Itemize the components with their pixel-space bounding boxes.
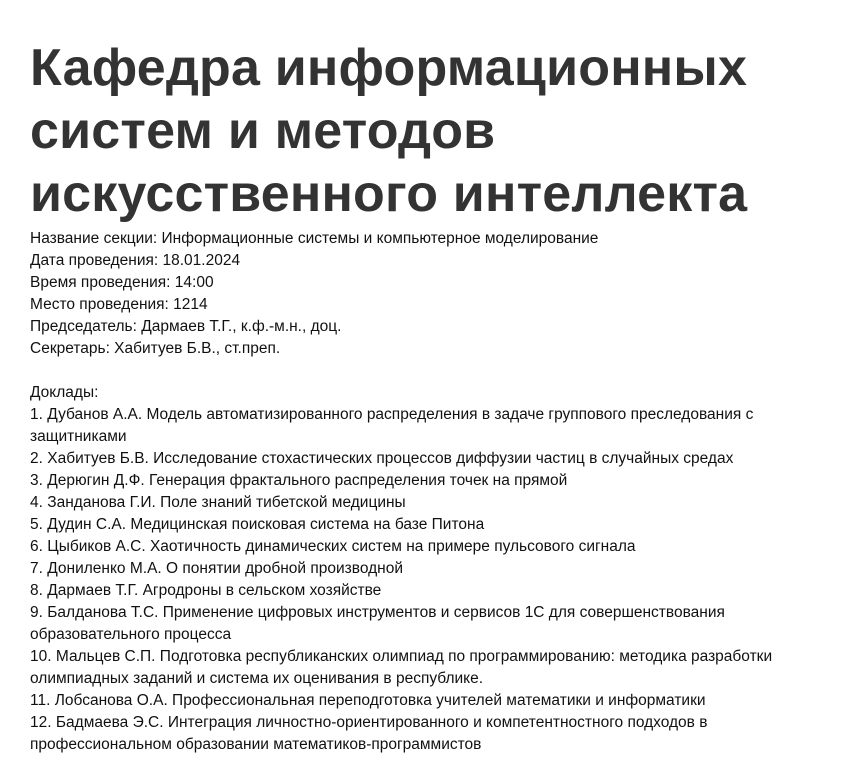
section-name: Название секции: Информационные системы и компьютерное моделирование	[30, 230, 599, 247]
secretary: Секретарь: Хабитуев Б.В., ст.преп.	[30, 340, 281, 357]
spacer	[30, 360, 838, 382]
report-item: 6. Цыбиков А.С. Хаотичность динамических систем на примере пульсового сигнала	[30, 538, 636, 555]
report-item: 5. Дудин С.А. Медицинская поисковая система на базе Питона	[30, 516, 485, 533]
reports-list	[30, 404, 838, 756]
report-item: 10. Мальцев С.П. Подготовка республиканских олимпиад по программированию: методика разработки олимпиадных заданий и система их оценивания в республике.	[30, 648, 773, 687]
event-date: Дата проведения: 18.01.2024	[30, 252, 241, 269]
report-item: 9. Балданова Т.С. Применение цифровых инструментов и сервисов 1С для совершенствования образовательного процесса	[30, 604, 725, 643]
chairperson: Председатель: Дармаев Т.Г., к.ф.-м.н., доц.	[30, 318, 342, 335]
report-item: 4. Занданова Г.И. Поле знаний тибетской медицины	[30, 494, 406, 511]
event-time: Время проведения: 14:00	[30, 274, 214, 291]
report-item: 2. Хабитуев Б.В. Исследование стохастических процессов диффузии частиц в случайных средах	[30, 450, 734, 467]
report-item: 7. Дониленко М.А. О понятии дробной производной	[30, 560, 403, 577]
report-item: 11. Лобсанова О.А. Профессиональная переподготовка учителей математики и информатики	[30, 692, 706, 709]
report-item: 1. Дубанов А.А. Модель автоматизированного распределения в задаче группового преследования с защитниками	[30, 406, 754, 445]
page-title: Кафедра информационных систем и методов искусственного интеллекта	[30, 39, 748, 223]
event-place: Место проведения: 1214	[30, 296, 208, 313]
report-item: 3. Дерюгин Д.Ф. Генерация фрактального распределения точек на прямой	[30, 472, 568, 489]
reports-heading: Доклады:	[30, 384, 99, 401]
report-item: 8. Дармаев Т.Г. Агродроны в сельском хозяйстве	[30, 582, 382, 599]
report-item: 12. Бадмаева Э.С. Интеграция личностно-ориентированного и компетентностного подходов в профессиональном образовании математиков-программистов	[30, 714, 708, 753]
section-info	[30, 228, 838, 756]
